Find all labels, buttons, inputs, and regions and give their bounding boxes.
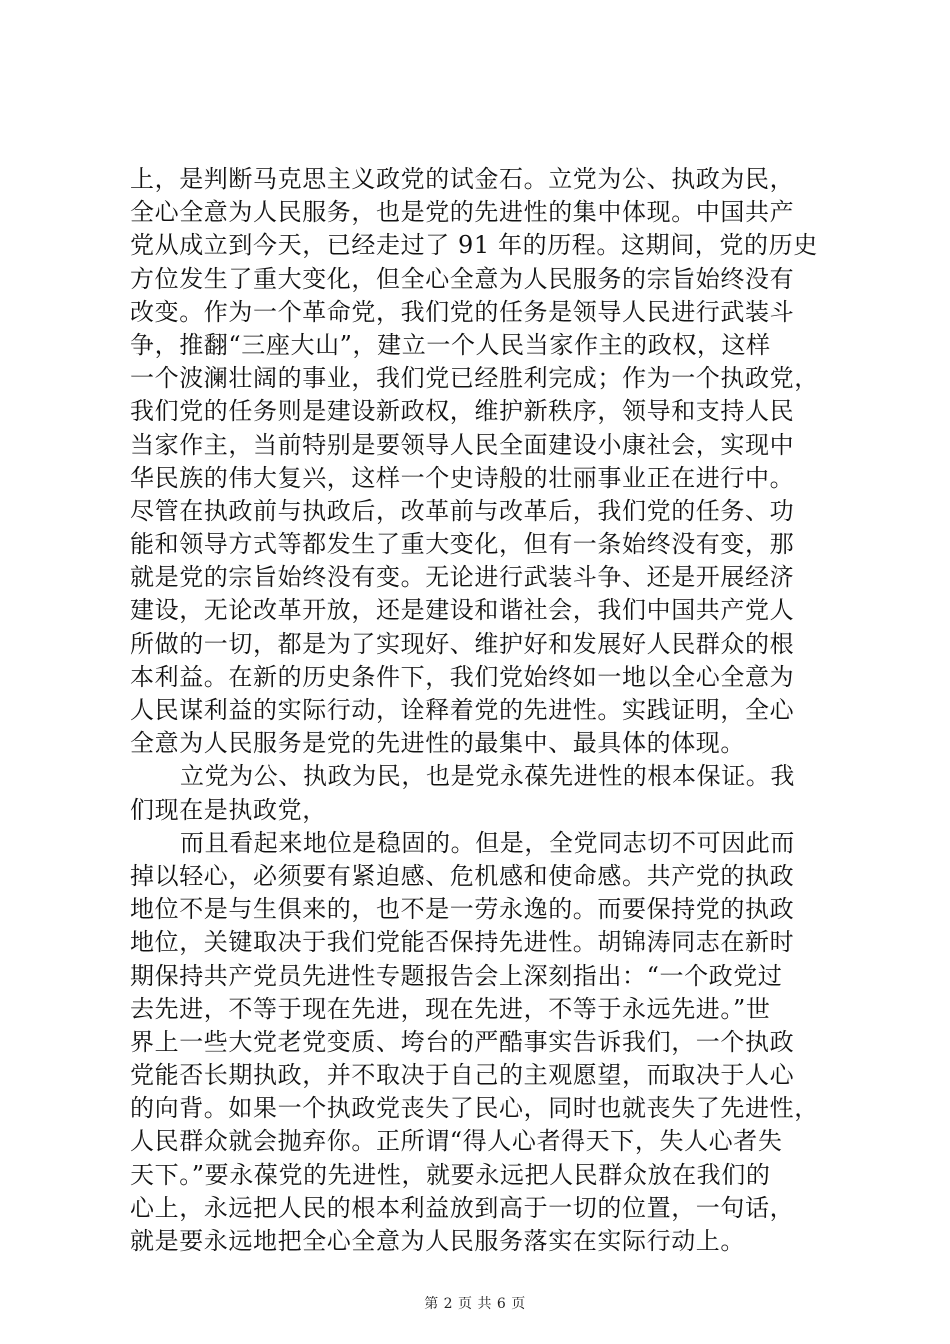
text-line: 人民群众就会抛弃你。正所谓“得人心者得天下，失人心者失: [130, 1127, 783, 1156]
text-line: 全意为人民服务是党的先进性的最集中、最具体的体现。: [130, 729, 745, 758]
text-line: 方位发生了重大变化，但全心全意为人民服务的宗旨始终没有: [130, 264, 795, 293]
text-line: 而且看起来地位是稳固的。但是，全党同志切不可因此而: [180, 828, 795, 857]
text-line: 地位，关键取决于我们党能否保持先进性。胡锦涛同志在新时: [130, 928, 795, 957]
text-line: 们现在是执政党，: [130, 795, 327, 824]
text-line: 界上一些大党老党变质、垮台的严酷事实告诉我们，一个执政: [130, 1027, 795, 1056]
body-text: [130, 163, 830, 1258]
text-line: 的向背。如果一个执政党丧失了民心，同时也就丧失了先进性，: [130, 1094, 819, 1123]
text-line: 去先进，不等于现在先进，现在先进，不等于永远先进。”世: [130, 994, 771, 1023]
text-line: 上，是判断马克思主义政党的试金石。立党为公、执政为民，: [130, 165, 795, 193]
text-line: 本利益。在新的历史条件下，我们党始终如一地以全心全意为: [130, 662, 795, 691]
text-line: 一个波澜壮阔的事业，我们党已经胜利完成；作为一个执政党，: [130, 364, 819, 393]
text-line: 就是要永远地把全心全意为人民服务落实在实际行动上。: [130, 1227, 745, 1255]
text-line: 能和领导方式等都发生了重大变化，但有一条始终没有变，那: [130, 530, 795, 559]
text-line: 期保持共产党员先进性专题报告会上深刻指出：“一个政党过: [130, 961, 783, 990]
text-line: 尽管在执政前与执政后，改革前与改革后，我们党的任务、功: [130, 496, 795, 525]
text-line: 当家作主，当前特别是要领导人民全面建设小康社会，实现中: [130, 430, 795, 459]
text-line: 建设，无论改革开放，还是建设和谐社会，我们中国共产党人: [130, 596, 795, 625]
text-line: 掉以轻心，必须要有紧迫感、危机感和使命感。共产党的执政: [130, 861, 795, 890]
text-line: 立党为公、执政为民，也是党永葆先进性的根本保证。我: [180, 762, 795, 791]
text-line: 全心全意为人民服务，也是党的先进性的集中体现。中国共产: [130, 198, 795, 227]
text-line: 心上，永远把人民的根本利益放到高于一切的位置，一句话，: [130, 1193, 795, 1222]
text-line: 人民谋利益的实际行动，诠释着党的先进性。实践证明，全心: [130, 696, 795, 724]
text-line: 争，推翻“三座大山”，建立一个人民当家作主的政权，这样: [130, 330, 771, 359]
text-line: 地位不是与生俱来的，也不是一劳永逸的。而要保持党的执政: [130, 895, 795, 924]
text-line: 党能否长期执政，并不取决于自己的主观愿望，而取决于人心: [130, 1061, 795, 1090]
text-line: 党从成立到今天，已经走过了 91 年的历程。这期间，党的历史: [130, 231, 818, 260]
text-line: 就是党的宗旨始终没有变。无论进行武装斗争、还是开展经济: [130, 563, 795, 592]
text-line: 天下。”要永葆党的先进性，就要永远把人民群众放在我们的: [130, 1160, 771, 1189]
text-line: 改变。作为一个革命党，我们党的任务是领导人民进行武装斗: [130, 297, 795, 326]
text-line: 华民族的伟大复兴，这样一个史诗般的壮丽事业正在进行中。: [130, 463, 795, 492]
page-number-footer: 第 2 页 共 6 页: [424, 1296, 526, 1312]
text-line: 我们党的任务则是建设新政权，维护新秩序，领导和支持人民: [130, 397, 795, 426]
text-line: 所做的一切，都是为了实现好、维护好和发展好人民群众的根: [130, 629, 795, 658]
